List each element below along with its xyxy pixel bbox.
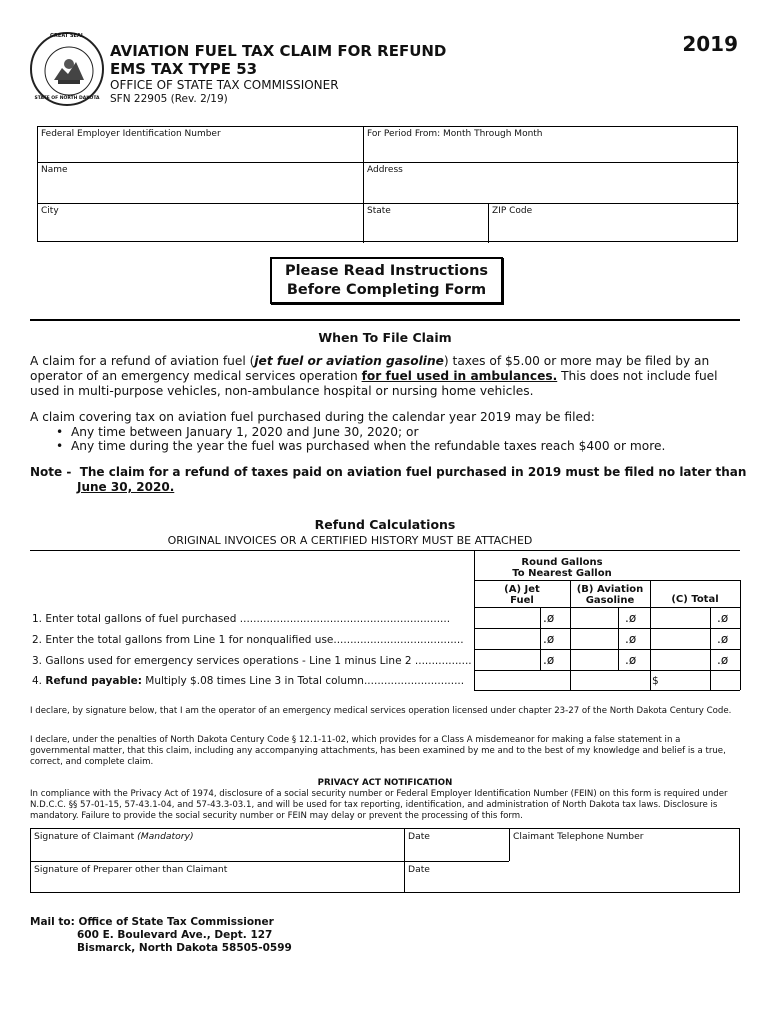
form-title — [110, 42, 446, 78]
bullet2-text: Any time during the year the fuel was purchased when the refundable taxes reach $400 or more. — [70, 439, 666, 453]
telephone-field[interactable] — [510, 829, 740, 861]
preparer-label: Signature of Preparer other than Claimant — [34, 864, 228, 875]
line2-col-c-input[interactable] — [651, 629, 710, 649]
line3-col-a-input[interactable] — [475, 650, 540, 670]
decimal-marker: .ø — [717, 611, 729, 625]
office-name: OFFICE OF STATE TAX COMMISSIONER — [110, 78, 339, 92]
privacy-text: In compliance with the Privacy Act of 1974, disclosure of a social security number or Federal Employer Identification Number (FEIN) on this form is required under N.D.C.C. §§ 57-01-15, 57-43.1-04, and 57-43.3-03.1, and will be used for tax reporting, identification, and administration of North Dakota tax laws. Disclosure is mandatory. Failure to provide the social security number or FEIN may delay or prevent the processing of this form. — [30, 789, 728, 821]
line3-col-c-input[interactable] — [651, 650, 710, 670]
when-p1a: A claim for a refund of aviation fuel ( — [30, 354, 255, 368]
seal-text-top: GREAT SEAL — [49, 33, 85, 39]
notice-line2: Before Completing Form — [286, 282, 487, 298]
line4-num: 4. — [32, 675, 43, 687]
form-title-line1: AVIATION FUEL TAX CLAIM FOR REFUND — [110, 42, 447, 60]
section-divider — [30, 319, 740, 321]
date-label: Date — [408, 831, 430, 842]
calc-line-3: 3. Gallons used for emergency services operations - Line 1 minus Line 2 ................. — [32, 655, 472, 667]
decimal-marker: .ø — [625, 632, 637, 646]
calc-top-rule — [30, 550, 740, 551]
date-label: Date — [408, 864, 430, 875]
round-gallons-header — [474, 557, 650, 579]
form-title-line2: EMS TAX TYPE 53 — [110, 60, 258, 78]
address-field[interactable] — [364, 163, 739, 203]
when-paragraph — [30, 354, 745, 399]
state-field[interactable] — [364, 204, 488, 243]
when-heading: When To File Claim — [318, 330, 452, 345]
decimal-marker: .ø — [717, 653, 729, 667]
decimal-marker: .ø — [625, 611, 637, 625]
decimal-marker: .ø — [543, 653, 555, 667]
preparer-date-field[interactable] — [405, 862, 509, 892]
col-a-line1: (A) Jet — [504, 584, 540, 595]
col-b-header — [570, 584, 650, 606]
taxpayer-info-grid — [37, 126, 738, 242]
address-label: Address — [367, 165, 403, 175]
col-c-header: (C) Total — [671, 594, 719, 605]
fein-field[interactable] — [38, 127, 363, 162]
calc-line-1: 1. Enter total gallons of fuel purchased ............................................................... — [32, 613, 451, 625]
col-b-line1: (B) Aviation — [576, 584, 644, 595]
zip-label: ZIP Code — [492, 206, 533, 216]
state-label: State — [367, 206, 391, 216]
round-line2: To Nearest Gallon — [512, 568, 612, 579]
col-a-header — [474, 584, 570, 606]
refund-heading: Refund Calculations — [314, 517, 456, 532]
form-year: 2019 — [682, 32, 738, 56]
state-seal — [30, 32, 104, 106]
notice-line1: Please Read Instructions — [284, 263, 489, 279]
dollar-sign: $ — [652, 675, 659, 687]
round-line1: Round Gallons — [521, 557, 603, 568]
refund-payable-input[interactable] — [651, 671, 710, 690]
refund-subheading: ORIGINAL INVOICES OR A CERTIFIED HISTORY MUST BE ATTACHED — [167, 534, 533, 547]
preparer-signature-field[interactable] — [31, 862, 404, 892]
mail-line2: 600 E. Boulevard Ave., Dept. 127 — [77, 929, 273, 941]
mail-line3: Bismarck, North Dakota 58505-0599 — [77, 942, 292, 954]
calc-line-2: 2. Enter the total gallons from Line 1 for nonqualified use....................................... — [32, 634, 464, 646]
period-label: For Period From: Month Through Month — [367, 129, 543, 139]
seal-text-bottom: STATE OF NORTH DAKOTA — [34, 96, 100, 101]
bullet1-text: Any time between January 1, 2020 and June 30, 2020; or — [70, 425, 419, 439]
privacy-heading: PRIVACY ACT NOTIFICATION — [317, 778, 453, 788]
note-date: June 30, 2020. — [77, 480, 175, 494]
when-p1b: jet fuel or aviation gasoline — [254, 354, 444, 368]
mailing-address — [30, 916, 292, 955]
signature-box — [30, 828, 740, 893]
when-p1c: ) taxes of $5.00 or more may be filed by an operator of an emergency medical services operation — [30, 354, 710, 383]
city-field[interactable] — [38, 204, 363, 243]
when-p1d: for fuel used in ambulances. — [361, 369, 558, 383]
line3-col-b-input[interactable] — [571, 650, 618, 670]
claimant-label: Signature of Claimant — [34, 831, 138, 842]
decimal-marker: .ø — [543, 611, 555, 625]
period-field[interactable] — [364, 127, 739, 162]
note-label: Note - — [30, 465, 72, 479]
decimal-marker: .ø — [543, 632, 555, 646]
line1-col-c-input[interactable] — [651, 608, 710, 628]
deadline-note — [30, 465, 746, 480]
claimant-date-field[interactable] — [405, 829, 509, 861]
note-text: The claim for a refund of taxes paid on aviation fuel purchased in 2019 must be filed no later than — [79, 465, 747, 479]
line2-col-b-input[interactable] — [571, 629, 618, 649]
mail-label: Mail to: — [30, 916, 75, 928]
line4-rest: Multiply $.08 times Line 3 in Total column.............................. — [141, 675, 465, 687]
phone-label: Claimant Telephone Number — [513, 831, 644, 842]
decimal-marker: .ø — [717, 632, 729, 646]
line1-col-b-input[interactable] — [571, 608, 618, 628]
city-label: City — [41, 206, 59, 216]
mandatory-label: (Mandatory) — [137, 831, 194, 842]
filing-period-paragraph: A claim covering tax on aviation fuel purchased during the calendar year 2019 may be filed: — [30, 410, 595, 424]
fein-label: Federal Employer Identification Number — [41, 129, 221, 139]
line1-col-a-input[interactable] — [475, 608, 540, 628]
when-p1e: This does not include fuel used in multi-purpose vehicles, non-ambulance hospital or nursing home vehicles. — [30, 369, 718, 398]
decimal-marker: .ø — [625, 653, 637, 667]
col-b-line2: Gasoline — [585, 595, 635, 606]
mail-line1: Office of State Tax Commissioner — [78, 916, 274, 928]
instructions-notice — [270, 257, 503, 304]
calc-line-4 — [32, 675, 464, 687]
line2-col-a-input[interactable] — [475, 629, 540, 649]
declaration-2: I declare, under the penalties of North Dakota Century Code § 12.1-11-02, which provides for a Class A misdemeanor for making a false statement in a governmental matter, that this claim, including any accompanying attachments, has been examined by me and to the best of my knowledge and belief is a true, correct, and complete claim. — [30, 735, 726, 767]
name-label: Name — [41, 165, 68, 175]
col-a-line2: Fuel — [510, 595, 534, 606]
line4-bold: Refund payable: — [45, 675, 142, 687]
claimant-signature-field[interactable] — [31, 829, 404, 861]
form-number: SFN 22905 (Rev. 2/19) — [110, 93, 228, 105]
declaration-1: I declare, by signature below, that I am the operator of an emergency medical services operation licensed under chapter 23-27 of the North Dakota Century Code. — [30, 706, 732, 716]
name-field[interactable] — [38, 163, 363, 203]
zip-field[interactable] — [489, 204, 739, 243]
bullet-item-1: • Any time between January 1, 2020 and June 30, 2020; or — [56, 425, 419, 439]
bullet-item-2: • Any time during the year the fuel was purchased when the refundable taxes reach $400 or more. — [56, 439, 666, 453]
